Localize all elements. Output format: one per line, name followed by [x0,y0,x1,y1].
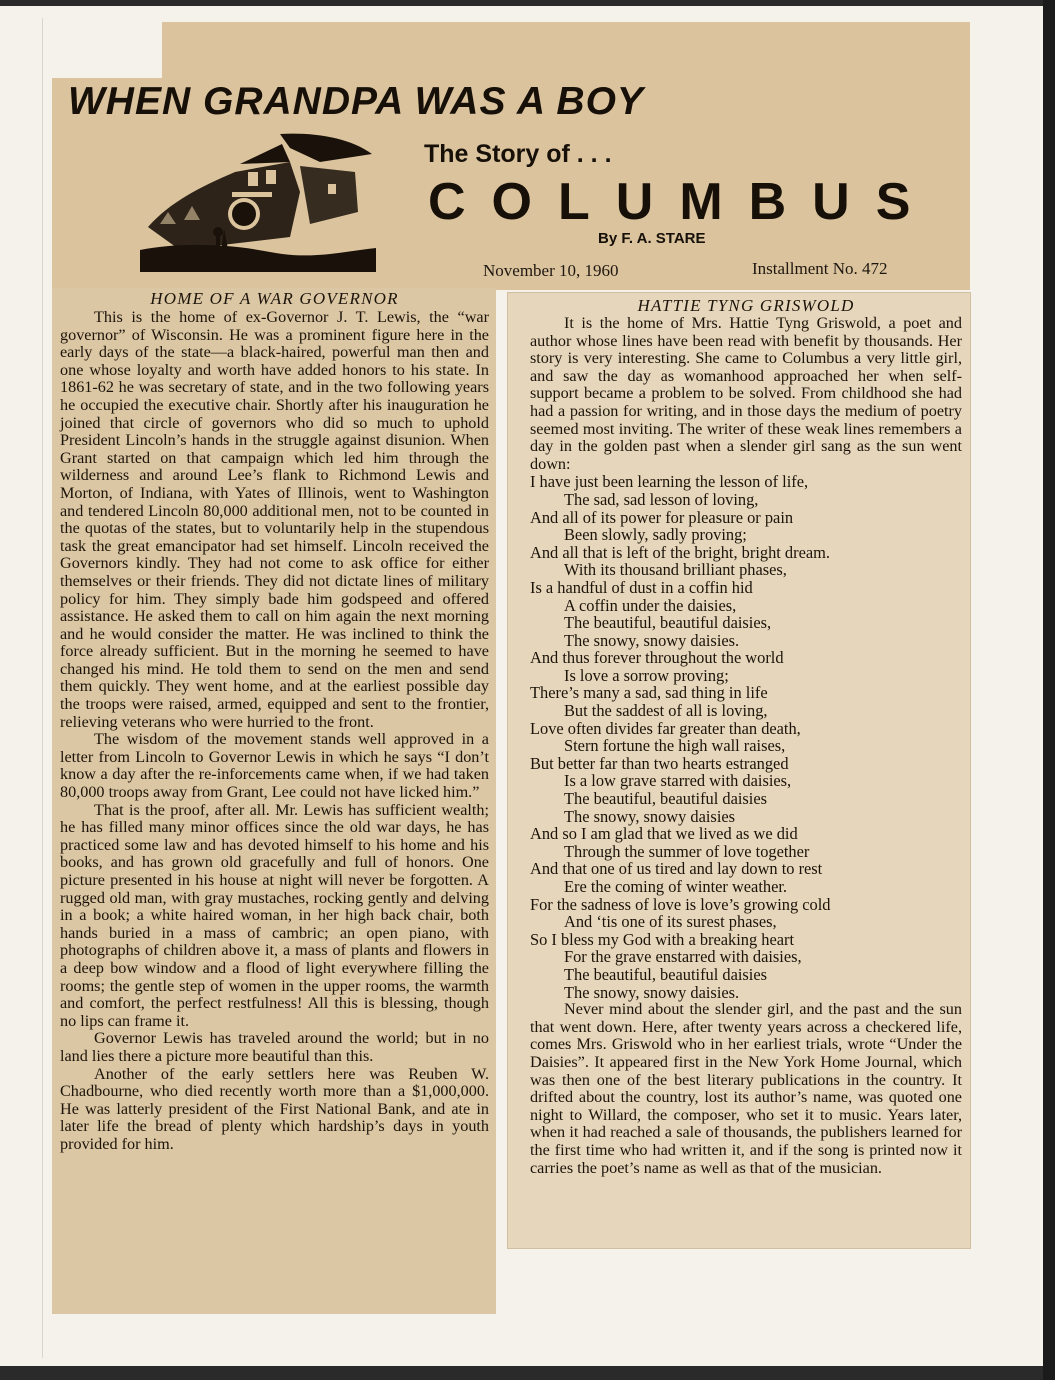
poem-line: Ere the coming of winter weather. [564,877,788,896]
poem-line: So I bless my God with a breaking heart [530,929,795,949]
series-title: WHEN GRANDPA WAS A BOY [68,80,644,123]
left-article-paragraph: That is the proof, after all. Mr. Lewis has sufficient wealth; he has filled many minor offices since the old war days, he has practiced some law and has devoted himself to his home and his books, and has grown old gracefully and full of honors. One picture presented in his house at night will never be forgotten. A rugged old man, with gray mustaches, rocking gently and delving in a book; a white haired woman, in her high back chair, both hands buried in a mass of cambric; an open piano, with photographs of children above it, a mass of plants and flowers in a deep bow window and a flood of light everywhere filling the rooms; the gentle step of women in the upper rooms, the warmth and comfort, the perfect restfulness! All this is blessing, though no lips can frame it. [60,800,489,1030]
poem-line: Is love a sorrow proving; [564,665,729,685]
poem-line: I have just been learning the lesson of life, [530,472,809,492]
right-article-intro: It is the home of Mrs. Hattie Tyng Griswold, a poet and author whose lines have been read with benefit by thousands. Her story is very interesting. She came to Columbus a very little girl, and saw the day as womanhood approached her when self- support became a problem to be solved. From childhood she had had a passion for writing, and in those days the medium of poetry seemed most inviting. The writer of these weak lines remembers a day in the golden past when a slender girl sang as the sun went down: [530,314,962,473]
byline: By F. A. STARE [598,230,706,247]
poem-line: A coffin under the daisies, [564,595,737,615]
poem-line: The snowy, snowy daisies. [564,982,740,1002]
poem-line: The beautiful, beautiful daisies, [564,613,772,633]
story-of-label: The Story of . . . [424,140,612,168]
poem [530,473,962,1001]
poem-line: Stern fortune the high wall raises, [564,736,786,756]
page-gutter-line [42,18,43,1358]
poem-line: And all that is left of the bright, bright dream. [530,542,830,562]
poem-line: And ‘tis one of its surest phases, [564,912,777,932]
right-article-closing: Never mind about the slender girl, and the past and the sun that went down. Here, after twenty years across a checkered life, comes Mrs. Griswold who in her earliest trials, wrote “Under the Daisies”. It appeared first in the New York Home Journal, which was then one of the best literary publications in the country. It drifted about the country, lost its author’s name, was quoted one night to Willard, the composer, who set it to music. Years later, when it had reached a sale of thousands, the publishers learned for the first time who had written it, and if the song is printed now it carries the poet’s name as well as that of the musician. [530,1000,962,1177]
poem-line: The sad, sad lesson of loving, [564,489,759,509]
left-article-paragraph: This is the home of ex-Governor J. T. Lewis, the “war governor” of Wisconsin. He was a prominent figure here in the early days of the state—a black-haired, powerful man then and one whose loyalty and worth have added honors to his state. In 1861-62 he was secretary of state, and in the two following years he occupied the executive chair. Shortly after his inauguration he joined that circle of governors who did so much to uphold President Lincoln’s hands in the struggle against disunion. When Grant started on that campaign which led him through the wilderness and around Lee’s flank to Richmond Lewis and Morton, of Indiana, with Yates of Illinois, went to Washington and tendered Lincoln 80,000 additional men, not to be counted in the quotas of the states, but to voluntarily help in the stupendous task the great emancipator had set himself. Lincoln received the Governors kindly. They had not come to ask office for either themselves or their friends. They did not dictate lines of military policy for him. They simply bade him godspeed and offered assistance. He asked them to call on him again the next morning and he would consider the matter. He was inclined to think the force already sufficient. But in the morning he seemed to have changed his mind. He told them to send on the men and send them quickly. They went home, and at the earliest possible day the troops were raised, armed, equipped and sent to the frontier, relieving veterans who were hurried to the front. [60,308,489,731]
poem-line: Been slowly, sadly proving; [564,525,747,545]
poem-line: There’s many a sad, sad thing in life [530,683,768,703]
poem-line: And thus forever throughout the world [530,648,784,668]
left-article-heading: HOME OF A WAR GOVERNOR [150,289,399,308]
poem-line: The snowy, snowy daisies [564,806,736,826]
poem-line: And that one of us tired and lay down to rest [530,859,823,879]
clipping-torn-corner [52,22,162,78]
poem-line: But better far than two hearts estranged [530,753,789,773]
city-title: COLUMBUS [428,173,937,231]
right-article-heading: HATTIE TYNG GRISWOLD [637,296,855,315]
poem-line: And all of its power for pleasure or pain [530,507,794,527]
right-article [530,296,962,1177]
poem-line: Through the summer of love together [564,841,810,861]
poem-line: But the saddest of all is loving, [564,701,768,721]
poem-line: And so I am glad that we lived as we did [530,824,798,844]
page-edge [1043,0,1055,1380]
poem-line: For the grave enstarred with daisies, [564,947,802,967]
poem-line: The beautiful, beautiful daisies [564,964,767,984]
poem-line: Is a low grave starred with daisies, [564,771,792,791]
left-article-paragraph: Another of the early settlers here was Reuben W. Chadbourne, who died recently worth more than a $1,000,000. He was latterly president of the First National Bank, and ate in later life the bread of plenty which hardship’s days in youth provided for him. [60,1064,489,1153]
left-article-paragraph: Governor Lewis has traveled around the world; but in no land lies there a picture more beautiful than this. [60,1029,489,1065]
poem-line: The beautiful, beautiful daisies [564,789,767,809]
poem-line: Love often divides far greater than death, [530,718,801,738]
installment-number: Installment No. 472 [752,259,888,278]
poem-line: Is a handful of dust in a coffin hid [530,577,753,597]
poem-line: With its thousand brilliant phases, [564,560,787,580]
poem-line: The snowy, snowy daisies. [564,630,740,650]
left-article [60,289,489,1154]
poem-line: For the sadness of love is love’s growing cold [530,894,831,914]
mill-woodcut-illustration [140,132,378,272]
publication-date: November 10, 1960 [483,261,619,280]
left-article-paragraph: The wisdom of the movement stands well approved in a letter from Lincoln to Governor Lewis in which he says “I don’t know a day after the re-inforcements came when, if we had taken 80,000 troops away from Grant, Lee could not have licked him.” [60,730,489,802]
